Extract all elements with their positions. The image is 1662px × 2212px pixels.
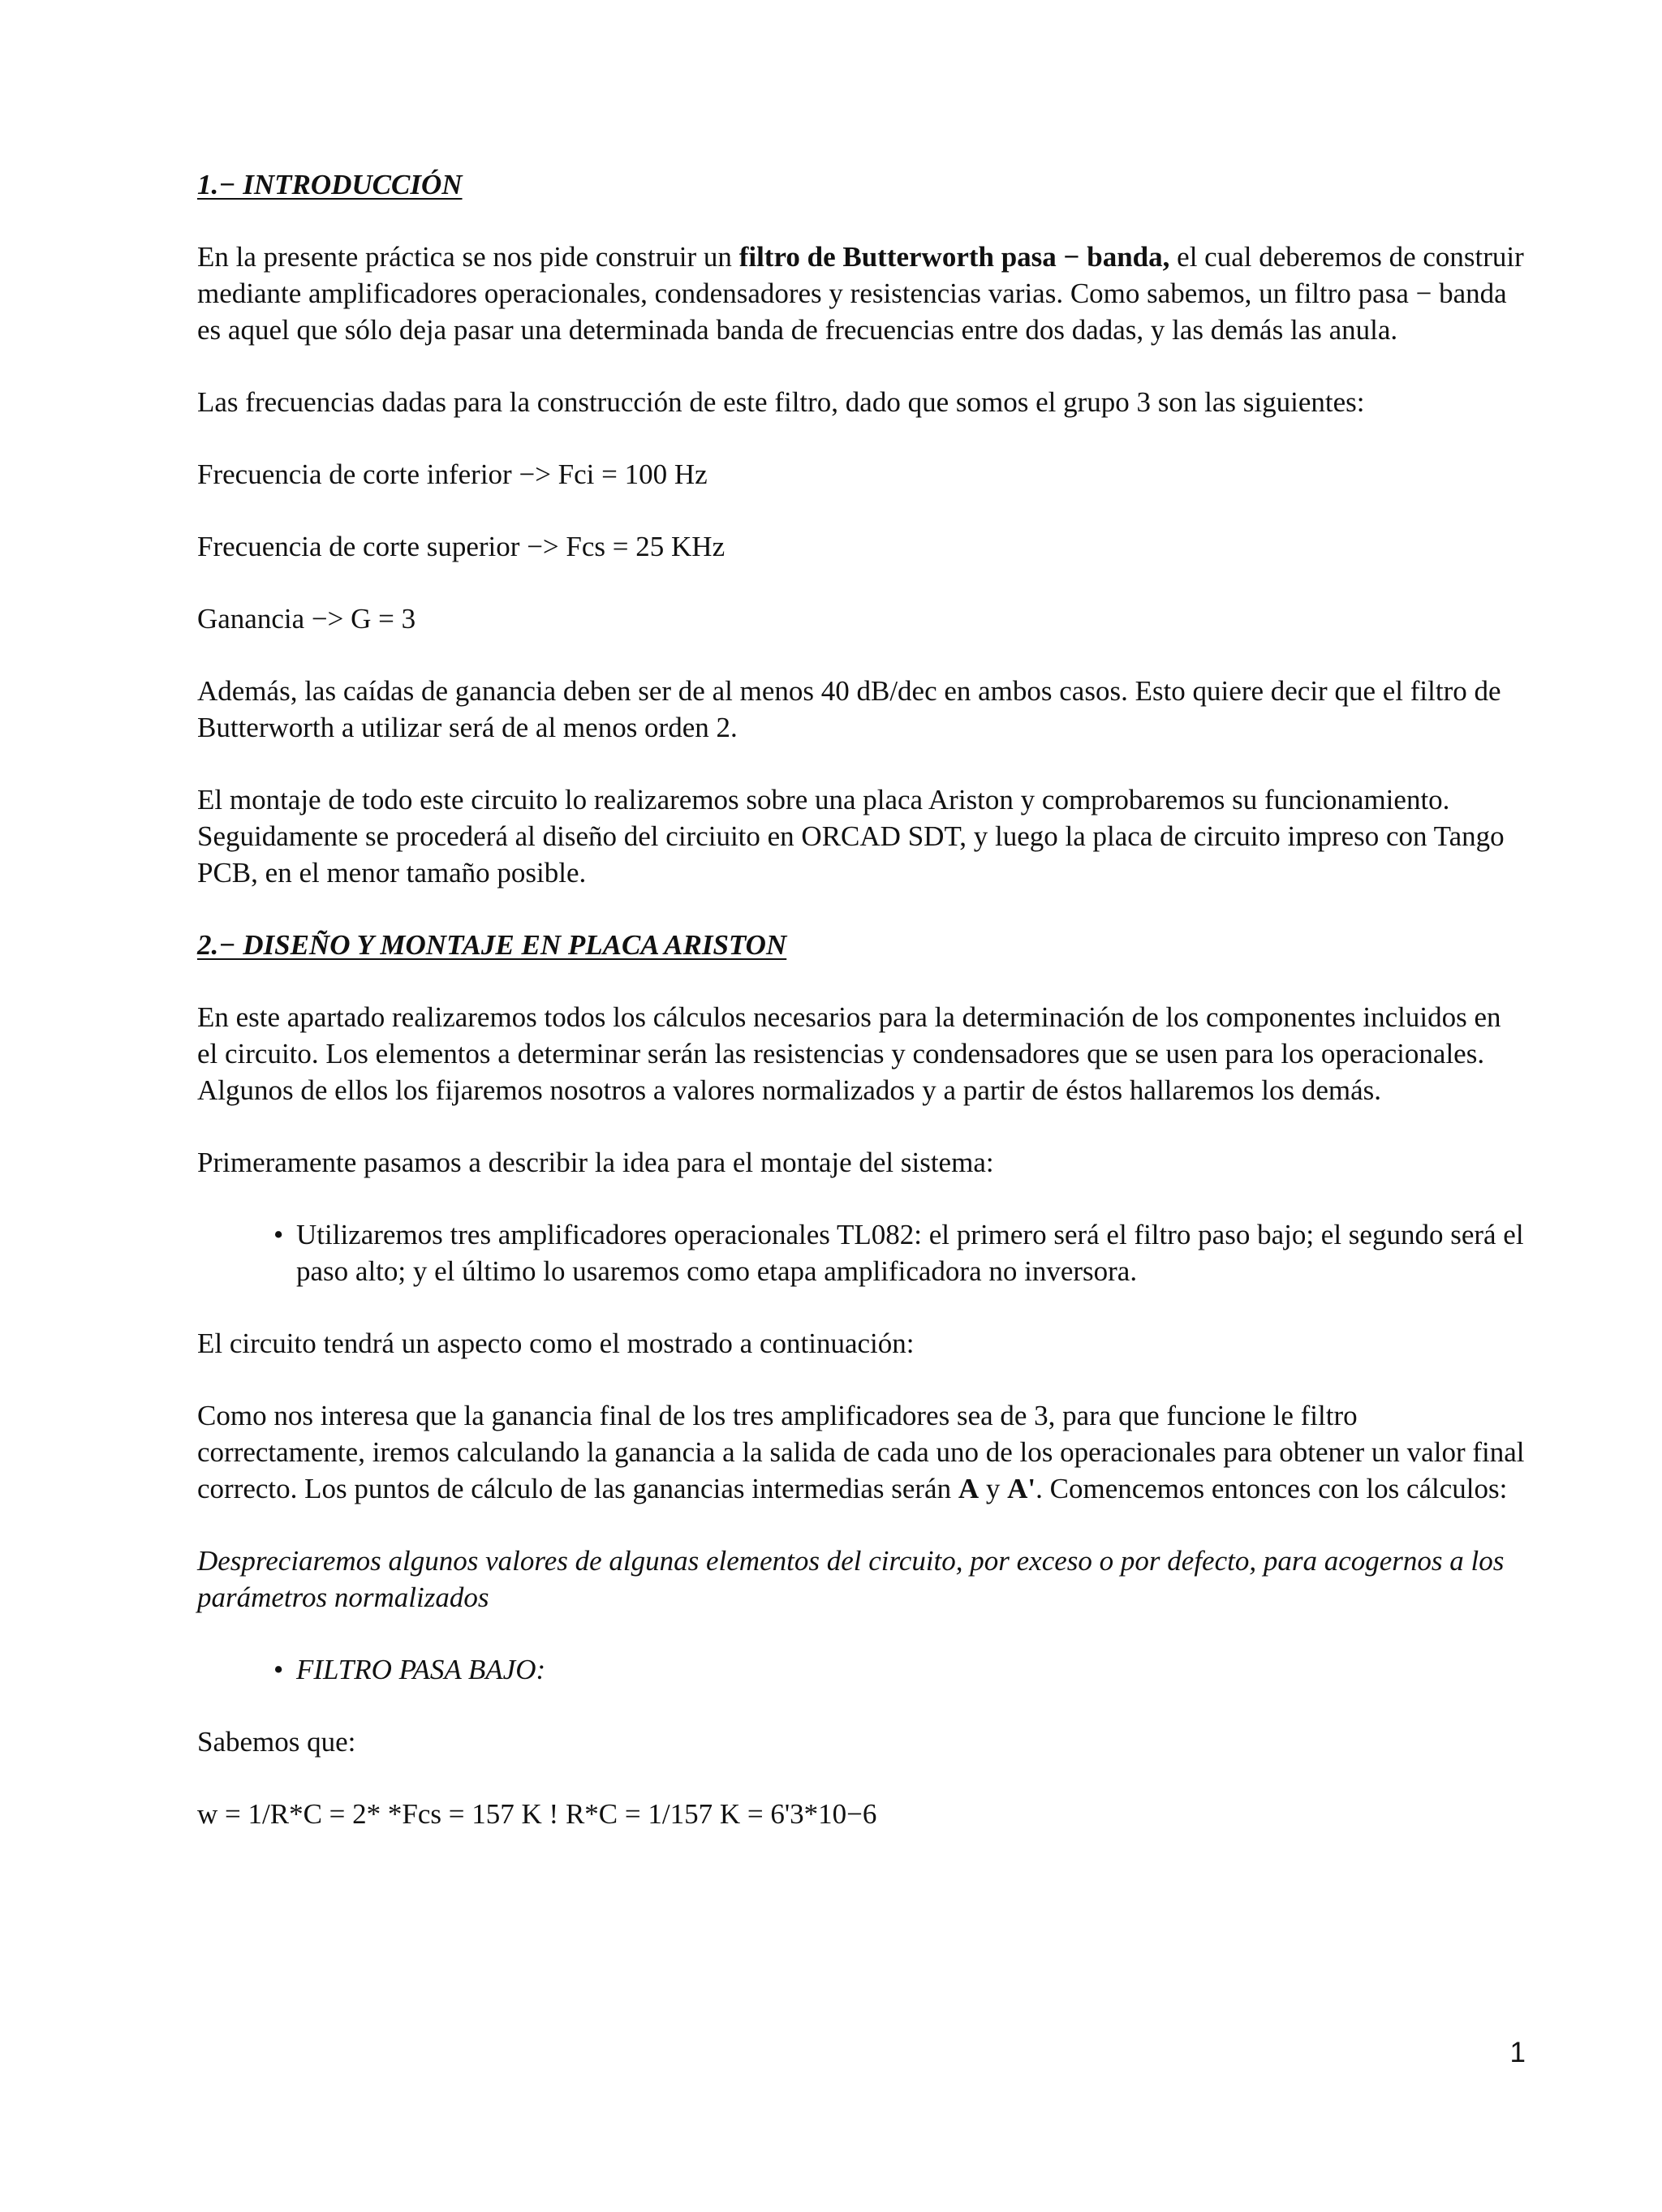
intro-paragraph-4: El montaje de todo este circuito lo realizaremos sobre una placa Ariston y comprobaremos su funcionamiento. Seguidamente se procederá al diseño del circiuito en ORCAD SDT, y luego la placa de circuito impreso con Tango PCB, en el menor tamaño posible.: [197, 784, 1505, 889]
design-paragraph-3: El circuito tendrá un aspecto como el mostrado a continuación:: [197, 1328, 915, 1359]
frequency-lower-line: Frecuencia de corte inferior −> Fci = 100 Hz: [197, 458, 708, 490]
frequency-upper-line: Frecuencia de corte superior −> Fcs = 25 KHz: [197, 531, 726, 562]
section-heading-diseno: 2.− DISEÑO Y MONTAJE EN PLACA ARISTON: [197, 929, 787, 961]
design-p4-conjunction: y: [979, 1473, 1008, 1504]
intro-paragraph-3: Además, las caídas de ganancia deben ser de al menos 40 dB/dec en ambos casos. Esto quiere decir que el filtro de Butterworth a utilizar será de al menos orden 2.: [197, 675, 1501, 743]
page-number: 1: [1509, 2037, 1526, 2068]
formula-line: w = 1/R*C = 2* *Fcs = 157 K ! R*C = 1/157 K = 6'3*10−6: [197, 1798, 877, 1830]
design-p4-text-a: Como nos interesa que la ganancia final de los tres amplificadores sea de 3, para que funcione le filtro correctamente, iremos calculando la ganancia a la salida de cada uno de los operacionales para obtener un valor final correcto. Los puntos de cálculo de las ganancias intermedias serán: [197, 1400, 1525, 1504]
point-a-prime-label: A': [1007, 1473, 1036, 1504]
design-paragraph-2: Primeramente pasamos a describir la idea para el montaje del sistema:: [197, 1147, 994, 1178]
gain-line: Ganancia −> G = 3: [197, 603, 416, 635]
section-heading-introduccion: 1.− INTRODUCCIÓN: [197, 169, 463, 200]
bullet-dot-icon: •: [273, 1219, 284, 1250]
bullet-item-filtro-pasa-bajo: [197, 1651, 1528, 1688]
design-p4-text-b: . Comencemos entonces con los cálculos:: [1036, 1473, 1508, 1504]
design-paragraph-1: En este apartado realizaremos todos los cálculos necesarios para la determinación de los componentes incluidos en el circuito. Los elementos a determinar serán las resistencias y condensadores que se usen para los operacionales. Algunos de ellos los fijaremos nosotros a valores normalizados y a partir de éstos hallaremos los demás.: [197, 1001, 1501, 1106]
document-page: [197, 166, 1528, 1832]
point-a-label: A: [958, 1473, 980, 1504]
intro-p1-bold: filtro de Butterworth pasa − banda,: [738, 241, 1170, 273]
design-note-italic: Despreciaremos algunos valores de algunas elementos del circuito, por exceso o por defecto, para acogernos a los parámetros normalizados: [197, 1545, 1505, 1613]
design-paragraph-4: [197, 1397, 1528, 1507]
design-paragraph-6: Sabemos que:: [197, 1726, 356, 1758]
intro-paragraph-1: [197, 239, 1528, 348]
bullet-dot-icon: •: [273, 1654, 284, 1685]
intro-p1-text-a: En la presente práctica se nos pide construir un: [197, 241, 739, 273]
intro-paragraph-2: Las frecuencias dadas para la construcción de este filtro, dado que somos el grupo 3 son las siguientes:: [197, 386, 1365, 418]
bullet-item-amplificadores: [197, 1216, 1528, 1289]
bullet-item-text: FILTRO PASA BAJO:: [296, 1654, 546, 1685]
intro-p1-text-b: el cual deberemos de construir mediante amplificadores operacionales, condensadores y resistencias varias. Como sabemos, un filtro pasa − banda es aquel que sólo deja pasar una determinada banda de frecuencias entre dos dadas, y las demás las anula.: [197, 241, 1524, 346]
bullet-item-text: Utilizaremos tres amplificadores operacionales TL082: el primero será el filtro paso bajo; el segundo será el paso alto; y el último lo usaremos como etapa amplificadora no inversora.: [296, 1219, 1524, 1287]
